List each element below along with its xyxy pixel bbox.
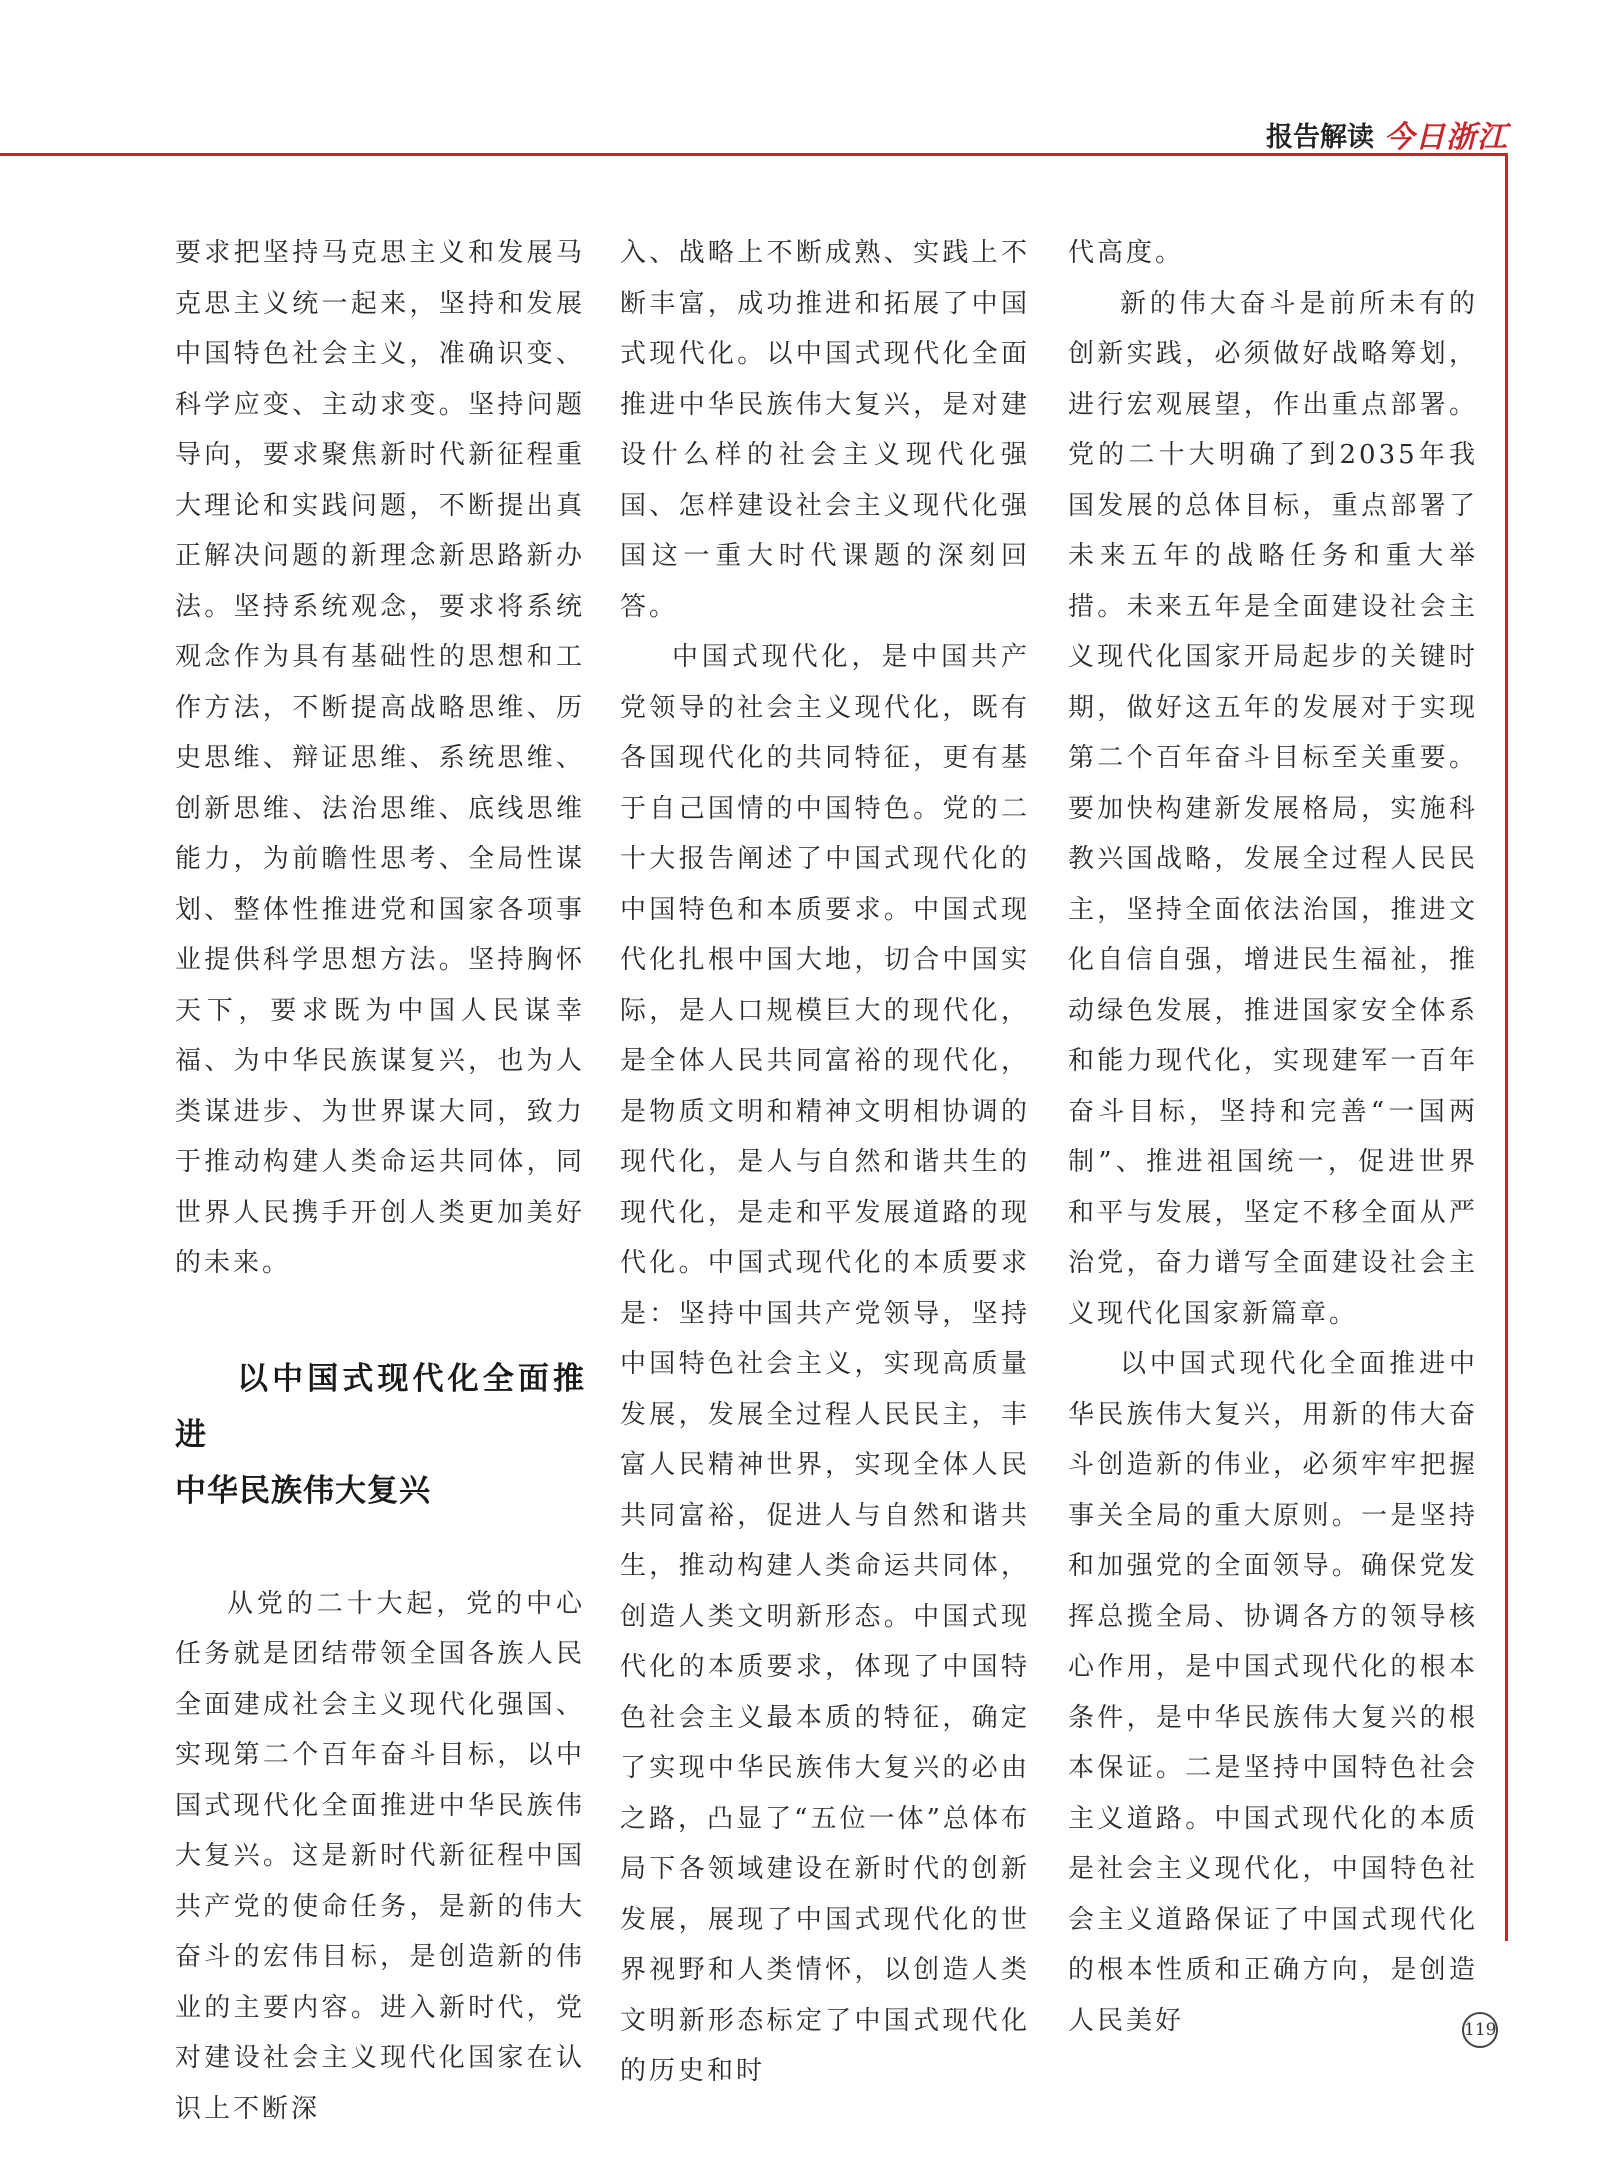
paragraph: 中国式现代化，是中国共产党领导的社会主义现代化，既有各国现代化的共同特征，更有基于自己国情的中国特色。党的二十大报告阐述了中国式现代化的中国特色和本质要求。中国式现代化扎根中国大地，切合中国实际，是人口规模巨大的现代化，是全体人民共同富裕的现代化，是物质文明和精神文明相协调的现代化，是人与自然和谐共生的现代化，是走和平发展道路的现代化。中国式现代化的本质要求是：坚持中国共产党领导，坚持中国特色社会主义，实现高质量发展，发展全过程人民民主，丰富人民精神世界，实现全体人民共同富裕，促进人与自然和谐共生，推动构建人类命运共同体，创造人类文明新形态。中国式现代化的本质要求，体现了中国特色社会主义最本质的特征，确定了实现中华民族伟大复兴的必由之路，凸显了“五位一体”总体布局下各领域建设在新时代的创新发展，展现了中国式现代化的世界视野和人类情怀，以创造人类文明新形态标定了中国式现代化的历史和时 (620, 642, 1030, 2086)
section-heading (175, 1351, 585, 1519)
page-number: 119 (1462, 2012, 1498, 2048)
paragraph: 从党的二十大起，党的中心任务就是团结带领全国各族人民全面建成社会主义现代化强国、实现第二个百年奋斗目标，以中国式现代化全面推进中华民族伟大复兴。这是新时代新征程中国共产党的使命任务，是新的伟大奋斗的宏伟目标，是创造新的伟业的主要内容。进入新时代，党对建设社会主义现代化国家在认识上不断深 (175, 1588, 585, 2124)
heading-line-2: 中华民族伟大复兴 (175, 1472, 431, 1509)
text-column-3 (1068, 228, 1478, 2046)
section-label: 报告解读 (1266, 121, 1374, 153)
page-header (1266, 116, 1508, 155)
paragraph: 要求把坚持马克思主义和发展马克思主义统一起来，坚持和发展中国特色社会主义，准确识变、科学应变、主动求变。坚持问题导向，要求聚焦新时代新征程重大理论和实践问题，不断提出真正解决问题的新理念新思路新办法。坚持系统观念，要求将系统观念作为具有基础性的思想和工作方法，不断提高战略思维、历史思维、辩证思维、系统思维、创新思维、法治思维、底线思维能力，为前瞻性思考、全局性谋划、整体性推进党和国家各项事业提供科学思想方法。坚持胸怀天下，要求既为中国人民谋幸福、为中华民族谋复兴，也为人类谋进步、为世界谋大同，致力于推动构建人类命运共同体，同世界人民携手开创人类更加美好的未来。 (175, 238, 585, 1278)
paragraph: 以中国式现代化全面推进中华民族伟大复兴，用新的伟大奋斗创造新的伟业，必须牢牢把握事关全局的重大原则。一是坚持和加强党的全面领导。确保党发挥总揽全局、协调各方的领导核心作用，是中国式现代化的根本条件，是中华民族伟大复兴的根本保证。二是坚持中国特色社会主义道路。中国式现代化的本质是社会主义现代化，中国特色社会主义道路保证了中国式现代化的根本性质和正确方向，是创造人民美好 (1068, 1349, 1478, 2036)
paragraph: 入、战略上不断成熟、实践上不断丰富，成功推进和拓展了中国式现代化。以中国式现代化全面推进中华民族伟大复兴，是对建设什么样的社会主义现代化强国、怎样建设社会主义现代化强国这一重大时代课题的深刻回答。 (620, 238, 1030, 622)
heading-line-1: 以中国式现代化全面推进 (175, 1360, 585, 1453)
magazine-logo: 今日浙江 (1384, 120, 1508, 155)
side-rule (1505, 153, 1508, 1941)
paragraph: 代高度。 (1068, 238, 1185, 268)
paragraph: 新的伟大奋斗是前所未有的创新实践，必须做好战略筹划，进行宏观展望，作出重点部署。党的二十大明确了到2035年我国发展的总体目标，重点部署了未来五年的战略任务和重大举措。未来五年是全面建设社会主义现代化国家开局起步的关键时期，做好这五年的发展对于实现第二个百年奋斗目标至关重要。要加快构建新发展格局，实施科教兴国战略，发展全过程人民民主，坚持全面依法治国，推进文化自信自强，增进民生福祉，推动绿色发展，推进国家安全体系和能力现代化，实现建军一百年奋斗目标，坚持和完善“一国两制”、推进祖国统一，促进世界和平与发展，坚定不移全面从严治党，奋力谱写全面建设社会主义现代化国家新篇章。 (1068, 288, 1478, 1329)
text-column-2 (620, 228, 1030, 2097)
text-column-1 (175, 228, 585, 2134)
